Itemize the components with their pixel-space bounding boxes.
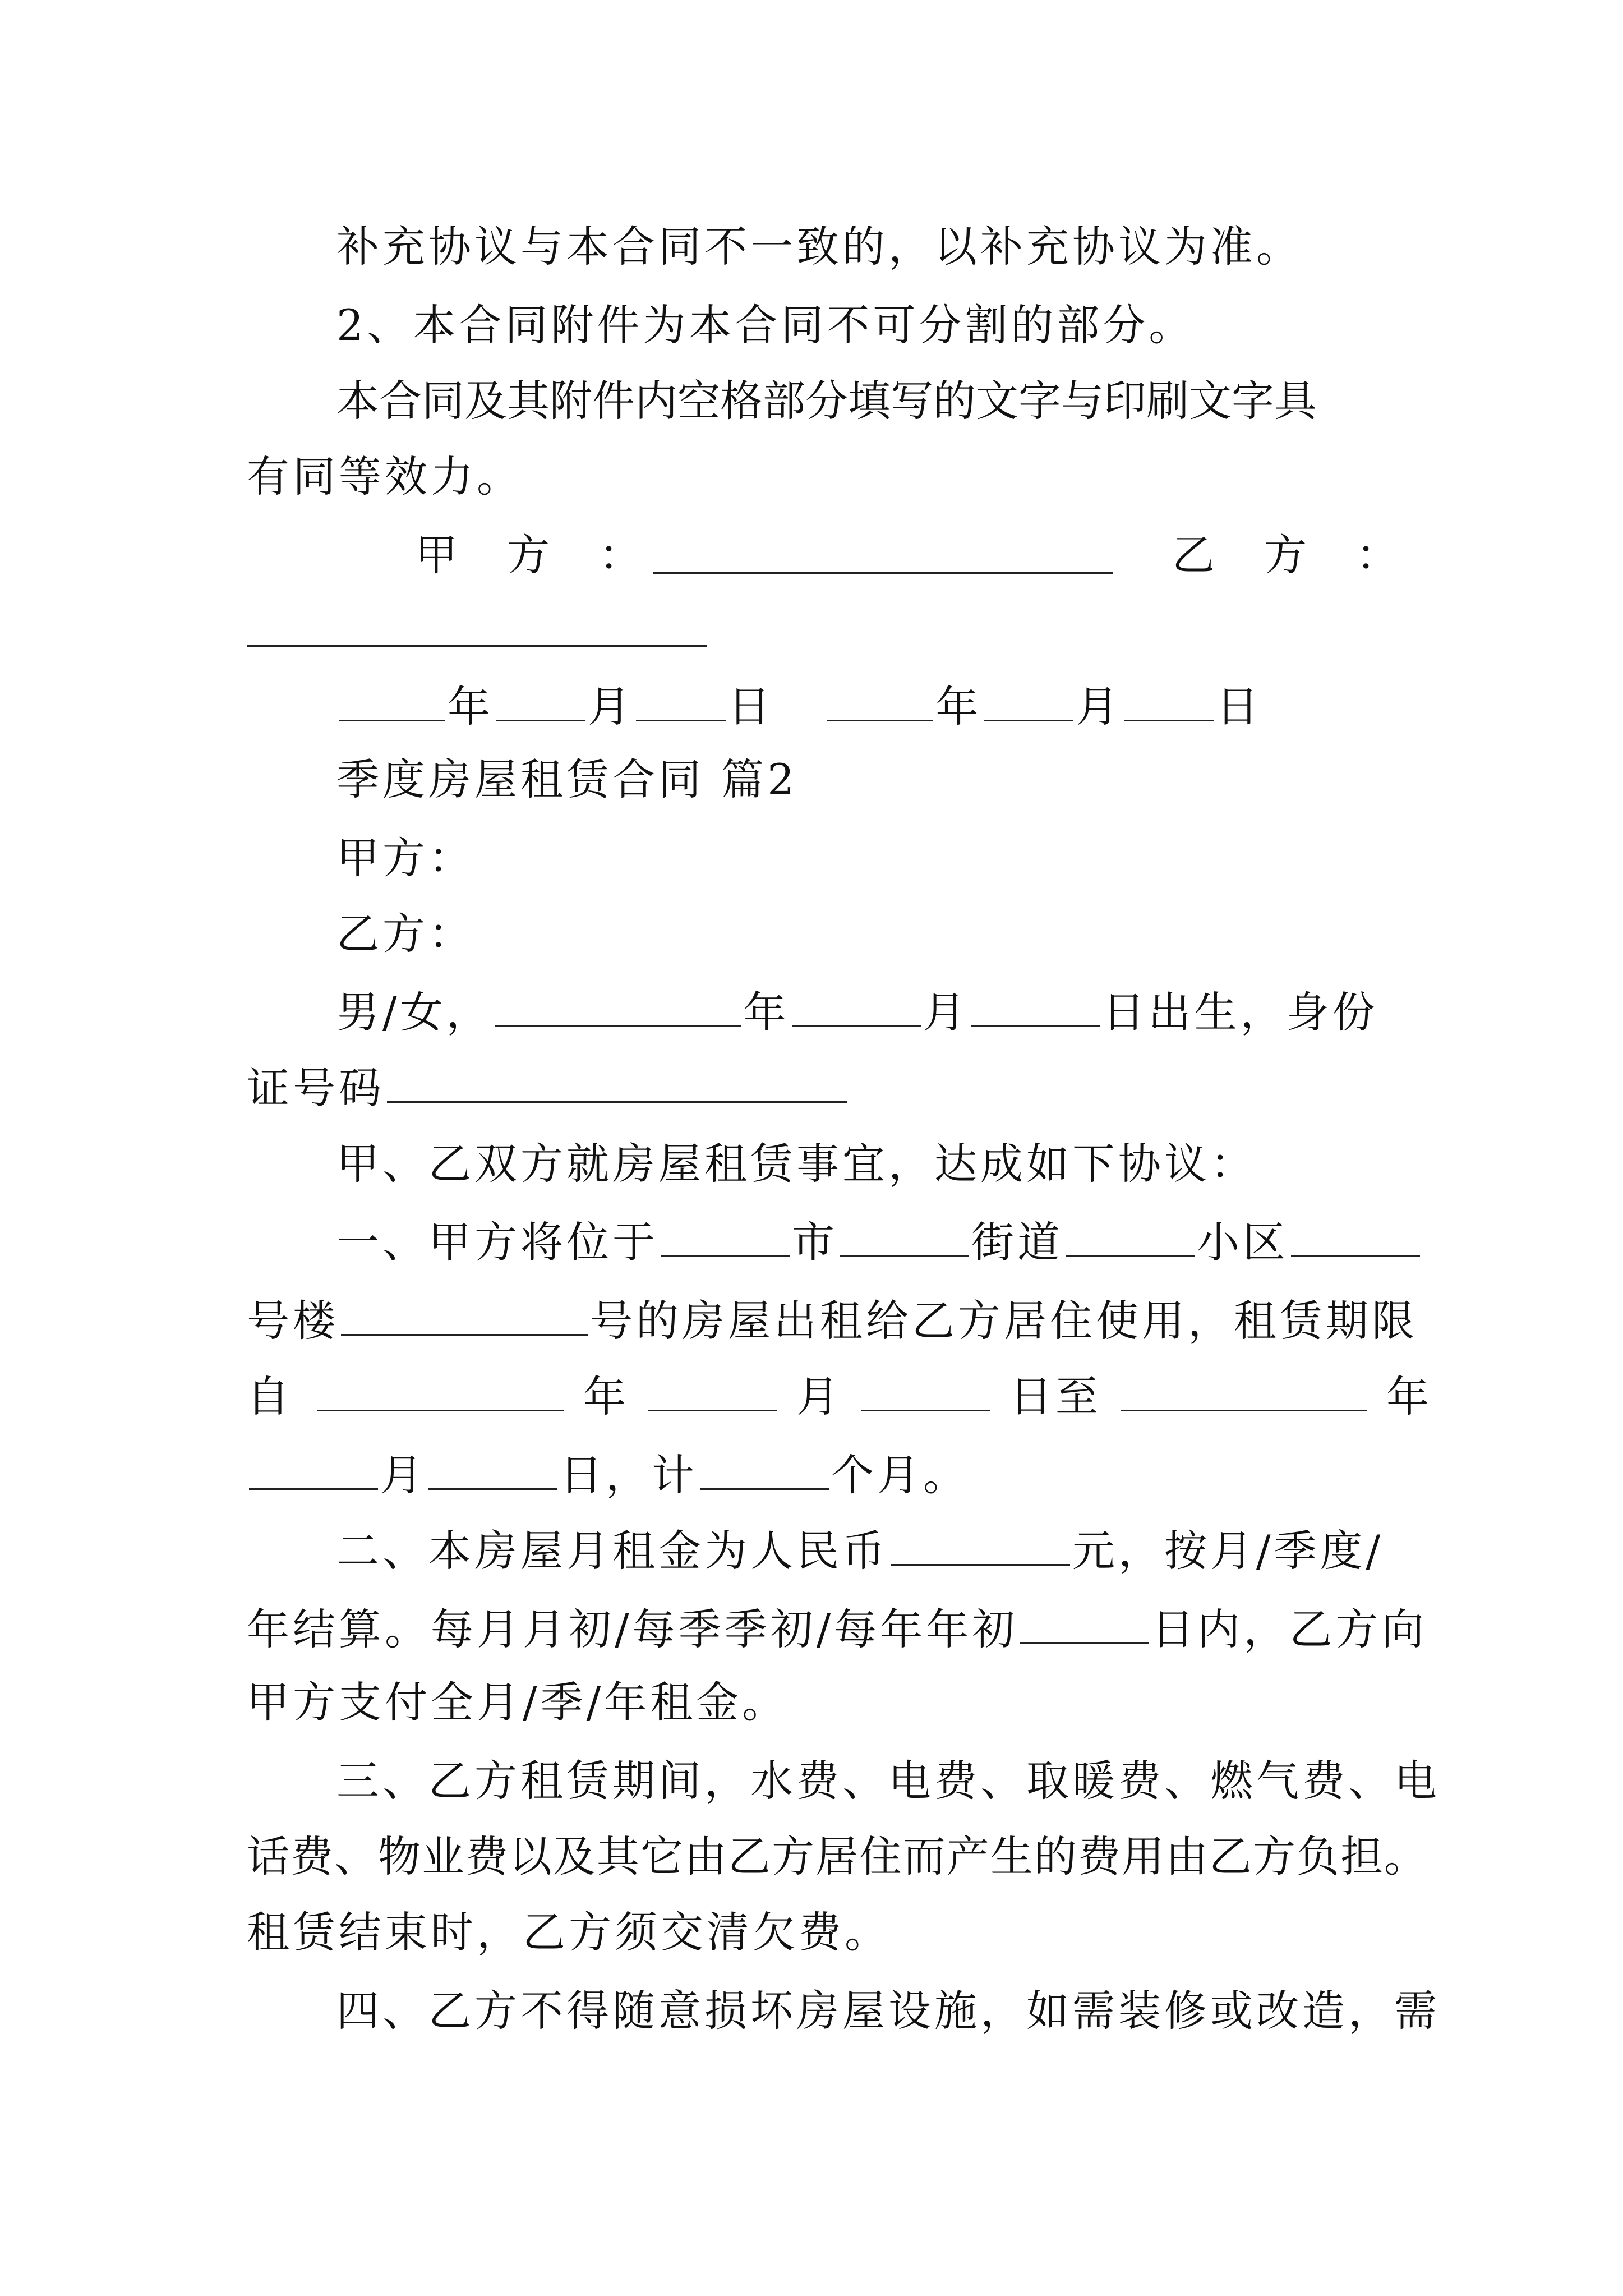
end-month-blank <box>249 1444 378 1490</box>
months-blank <box>700 1444 829 1490</box>
party-b-signature-label: 乙 方 ： <box>1172 530 1402 580</box>
clause-1-line-1 <box>336 1212 1391 1271</box>
born-text: 日出生，身份 <box>1102 987 1378 1037</box>
start-year-blank <box>317 1366 564 1411</box>
year-blank <box>339 676 445 721</box>
text: 街道 <box>971 1217 1063 1267</box>
text: 年 <box>1386 1372 1432 1421</box>
text: 二、本房屋月租金为人民币 <box>336 1526 888 1576</box>
text: 月 <box>796 1372 842 1421</box>
city-blank <box>661 1212 790 1257</box>
text-line: 本合同及其附件内空格部分填写的文字与印刷文字具 <box>336 376 1317 426</box>
building-blank <box>1291 1212 1420 1257</box>
party-b-label: 乙方： <box>336 909 474 959</box>
id-label: 证号码 <box>247 1063 385 1113</box>
year-label: 年 <box>448 682 494 731</box>
rent-amount-blank <box>891 1520 1070 1566</box>
day-label: 日 <box>1216 682 1262 731</box>
gender-text: 男/女， <box>336 987 492 1037</box>
clause-1-line-2 <box>247 1290 1418 1349</box>
clause-2-line-3: 甲方支付全月/季/年租金。 <box>247 1677 789 1727</box>
end-year-blank <box>1121 1366 1367 1411</box>
month-label: 月 <box>1076 682 1122 731</box>
section-title: 季度房屋租赁合同 篇2 <box>336 754 798 804</box>
text: 自 <box>247 1372 293 1421</box>
day-label: 日 <box>728 682 774 731</box>
clause-3-line-3: 租赁结束时，乙方须交清欠费。 <box>247 1907 891 1957</box>
text: 个月。 <box>831 1450 969 1500</box>
text: 号楼 <box>247 1296 339 1346</box>
end-day-blank <box>428 1444 557 1490</box>
text: 日至 <box>1009 1372 1101 1421</box>
party-a-signature-blank <box>653 572 1113 574</box>
text: 市 <box>792 1217 838 1267</box>
street-blank <box>840 1212 969 1257</box>
text: 小区 <box>1197 1217 1289 1267</box>
party-b-details-line <box>336 982 1391 1041</box>
text: 号的房屋出租给乙方居住使用，租赁期限 <box>590 1296 1418 1346</box>
day-blank <box>1124 676 1214 721</box>
month-blank <box>496 676 585 721</box>
party-b-signature-blank <box>247 645 707 647</box>
start-month-blank <box>648 1366 777 1411</box>
month-label: 月 <box>588 682 634 731</box>
text: 年 <box>583 1372 629 1421</box>
text: 日内，乙方向 <box>1151 1604 1428 1654</box>
paragraph-blank-fill-1 <box>336 373 1391 429</box>
clause-2-line-2 <box>247 1599 1428 1658</box>
clause-3-line-1: 三、乙方租赁期间，水费、电费、取暖费、燃气费、电 <box>336 1756 1440 1806</box>
text: 年结算。每月月初/每季季初/每年年初 <box>247 1604 1018 1654</box>
text: 元，按月/季度/ <box>1072 1526 1384 1576</box>
room-number-blank <box>341 1290 588 1336</box>
community-blank <box>1066 1212 1195 1257</box>
month-blank <box>984 676 1073 721</box>
agreement-intro: 甲、乙双方就房屋租赁事宜，达成如下协议： <box>336 1139 1256 1189</box>
payment-days-blank <box>1020 1599 1149 1644</box>
year-blank <box>827 676 933 721</box>
party-a-label: 甲方： <box>336 833 474 883</box>
year-label: 年 <box>935 682 982 731</box>
paragraph-attachment: 2、本合同附件为本合同不可分割的部分。 <box>336 300 1195 350</box>
year-label: 年 <box>743 987 790 1037</box>
clause-3-line-2: 话费、物业费以及其它由乙方居住而产生的费用由乙方负担。 <box>247 1832 1428 1881</box>
day-blank <box>636 676 726 721</box>
clause-2-line-1 <box>336 1520 1391 1579</box>
start-day-blank <box>861 1366 990 1411</box>
signing-dates <box>336 676 1391 735</box>
text: 日，计 <box>560 1450 698 1500</box>
text: 一、甲方将位于 <box>336 1217 658 1267</box>
party-a-signature-label: 甲 方 ： <box>415 530 645 580</box>
birth-year-blank <box>495 982 741 1027</box>
clause-4-line-1: 四、乙方不得随意损坏房屋设施，如需装修或改造，需 <box>336 1986 1440 2036</box>
paragraph-supplement: 补充协议与本合同不一致的，以补充协议为准。 <box>336 222 1302 272</box>
clause-1-line-3 <box>247 1366 1432 1425</box>
clause-1-line-4 <box>247 1444 1391 1503</box>
birth-month-blank <box>792 982 921 1027</box>
month-label: 月 <box>923 987 969 1037</box>
birth-day-blank <box>971 982 1100 1027</box>
id-number-line <box>247 1057 1391 1116</box>
text: 月 <box>380 1450 426 1500</box>
paragraph-blank-fill-2: 有同等效力。 <box>247 452 523 501</box>
id-number-blank <box>387 1057 847 1103</box>
